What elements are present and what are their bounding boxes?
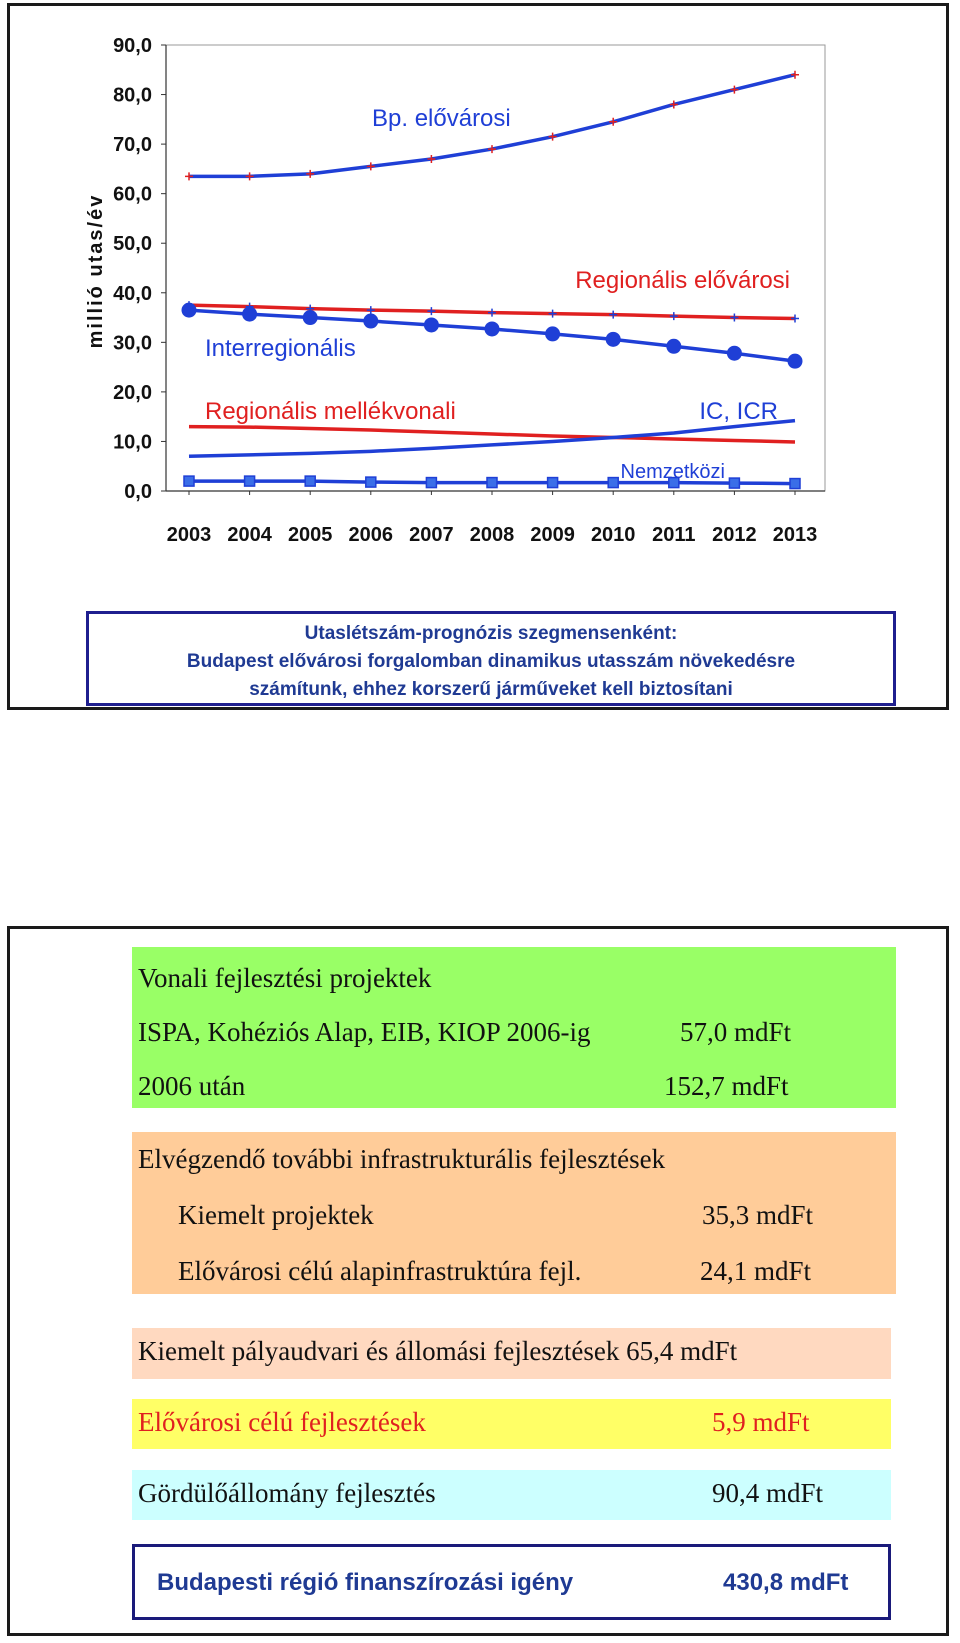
- series-label: Regionális elővárosi: [575, 267, 790, 294]
- rolling-stock-box: [132, 1470, 891, 1520]
- rolling-stock-label: Gördülőállomány fejlesztés: [138, 1478, 436, 1508]
- suburban-projects-box: [132, 1399, 891, 1449]
- data-point-square: [790, 479, 800, 489]
- total-value: 430,8 mdFt: [723, 1569, 849, 1596]
- y-tick-label: 30,0: [113, 332, 152, 355]
- series-label: IC, ICR: [699, 398, 778, 425]
- data-point-circle: [788, 354, 803, 369]
- total-box: [132, 1544, 891, 1620]
- x-tick-label: 2009: [530, 524, 575, 546]
- data-point-circle: [666, 339, 681, 354]
- suburban-projects-value: 5,9 mdFt: [712, 1407, 810, 1437]
- infrastructure-row2-label: Elővárosi célú alapinfrastruktúra fejl.: [178, 1256, 582, 1286]
- y-tick-label: 50,0: [113, 233, 152, 256]
- x-tick-label: 2007: [409, 524, 454, 546]
- y-tick-label: 70,0: [113, 134, 152, 157]
- data-point-square: [487, 478, 497, 488]
- chart-panel: [7, 3, 949, 710]
- line-projects-title: Vonali fejlesztési projektek: [138, 963, 432, 993]
- data-point-circle: [363, 314, 378, 329]
- data-point-circle: [182, 303, 197, 318]
- line-projects-row1-label: ISPA, Kohéziós Alap, EIB, KIOP 2006-ig: [138, 1017, 591, 1047]
- caption-line-2: Budapest elővárosi forgalomban dinamikus utasszám növekedésre: [186, 651, 796, 672]
- station-projects-box: [132, 1328, 891, 1379]
- series-label: Nemzetközi: [620, 461, 725, 483]
- series-label: Bp. elővárosi: [372, 105, 511, 132]
- data-point-square: [426, 478, 436, 488]
- total-label: Budapesti régió finanszírozási igény: [157, 1569, 574, 1596]
- data-point-square: [366, 477, 376, 487]
- data-point-circle: [242, 307, 257, 322]
- x-tick-label: 2013: [772, 524, 818, 546]
- data-point-circle: [424, 317, 439, 332]
- suburban-projects-label: Elővárosi célú fejlesztések: [138, 1407, 426, 1437]
- infrastructure-row1-value: 35,3 mdFt: [702, 1200, 814, 1230]
- x-tick-label: 2006: [348, 524, 394, 546]
- caption-line-3: számítunk, ehhez korszerű járműveket kell biztosítani: [249, 679, 733, 700]
- y-tick-label: 40,0: [113, 282, 152, 305]
- line-projects-row2-value: 152,7 mdFt: [664, 1071, 789, 1101]
- x-tick-label: 2012: [712, 524, 757, 546]
- series-label: Interregionális: [205, 335, 356, 362]
- x-tick-label: 2010: [590, 524, 636, 546]
- y-tick-label: 10,0: [113, 431, 152, 454]
- x-tick-label: 2011: [652, 524, 696, 546]
- data-point-circle: [727, 346, 742, 361]
- data-point-circle: [303, 310, 318, 325]
- infrastructure-title: Elvégzendő további infrastrukturális fejlesztések: [138, 1144, 666, 1174]
- y-tick-label: 80,0: [113, 84, 152, 107]
- data-point-circle: [545, 326, 560, 341]
- line-projects-row1-value: 57,0 mdFt: [680, 1017, 792, 1047]
- infrastructure-row1-label: Kiemelt projektek: [178, 1200, 374, 1230]
- x-tick-label: 2003: [166, 524, 212, 546]
- data-point-square: [305, 476, 315, 486]
- station-projects-label: Kiemelt pályaudvari és állomási fejlesztések 65,4 mdFt: [138, 1336, 738, 1366]
- data-point-circle: [606, 332, 621, 347]
- data-point-square: [548, 478, 558, 488]
- rolling-stock-value: 90,4 mdFt: [712, 1478, 824, 1508]
- y-tick-label: 90,0: [113, 35, 152, 57]
- series-label: Regionális mellékvonali: [205, 398, 456, 425]
- x-tick-label: 2008: [469, 524, 515, 546]
- data-point-square: [184, 476, 194, 486]
- line-projects-row2-label: 2006 után: [138, 1071, 246, 1101]
- caption-line-1: Utaslétszám-prognózis szegmensenként:: [304, 623, 678, 644]
- y-tick-label: 0,0: [124, 481, 152, 503]
- data-point-circle: [485, 321, 500, 336]
- x-tick-label: 2004: [227, 524, 272, 546]
- infrastructure-box: [132, 1132, 896, 1294]
- y-tick-label: 60,0: [113, 183, 152, 206]
- line-chart: [10, 6, 946, 606]
- data-point-square: [245, 476, 255, 486]
- infrastructure-row2-value: 24,1 mdFt: [700, 1256, 812, 1286]
- x-tick-label: 2005: [287, 524, 333, 546]
- y-tick-label: 20,0: [113, 381, 152, 404]
- data-point-square: [608, 478, 618, 488]
- line-projects-box: [132, 947, 896, 1108]
- y-axis-label: millió utas/év: [85, 193, 107, 349]
- data-point-square: [729, 478, 739, 488]
- chart-caption: [86, 611, 896, 706]
